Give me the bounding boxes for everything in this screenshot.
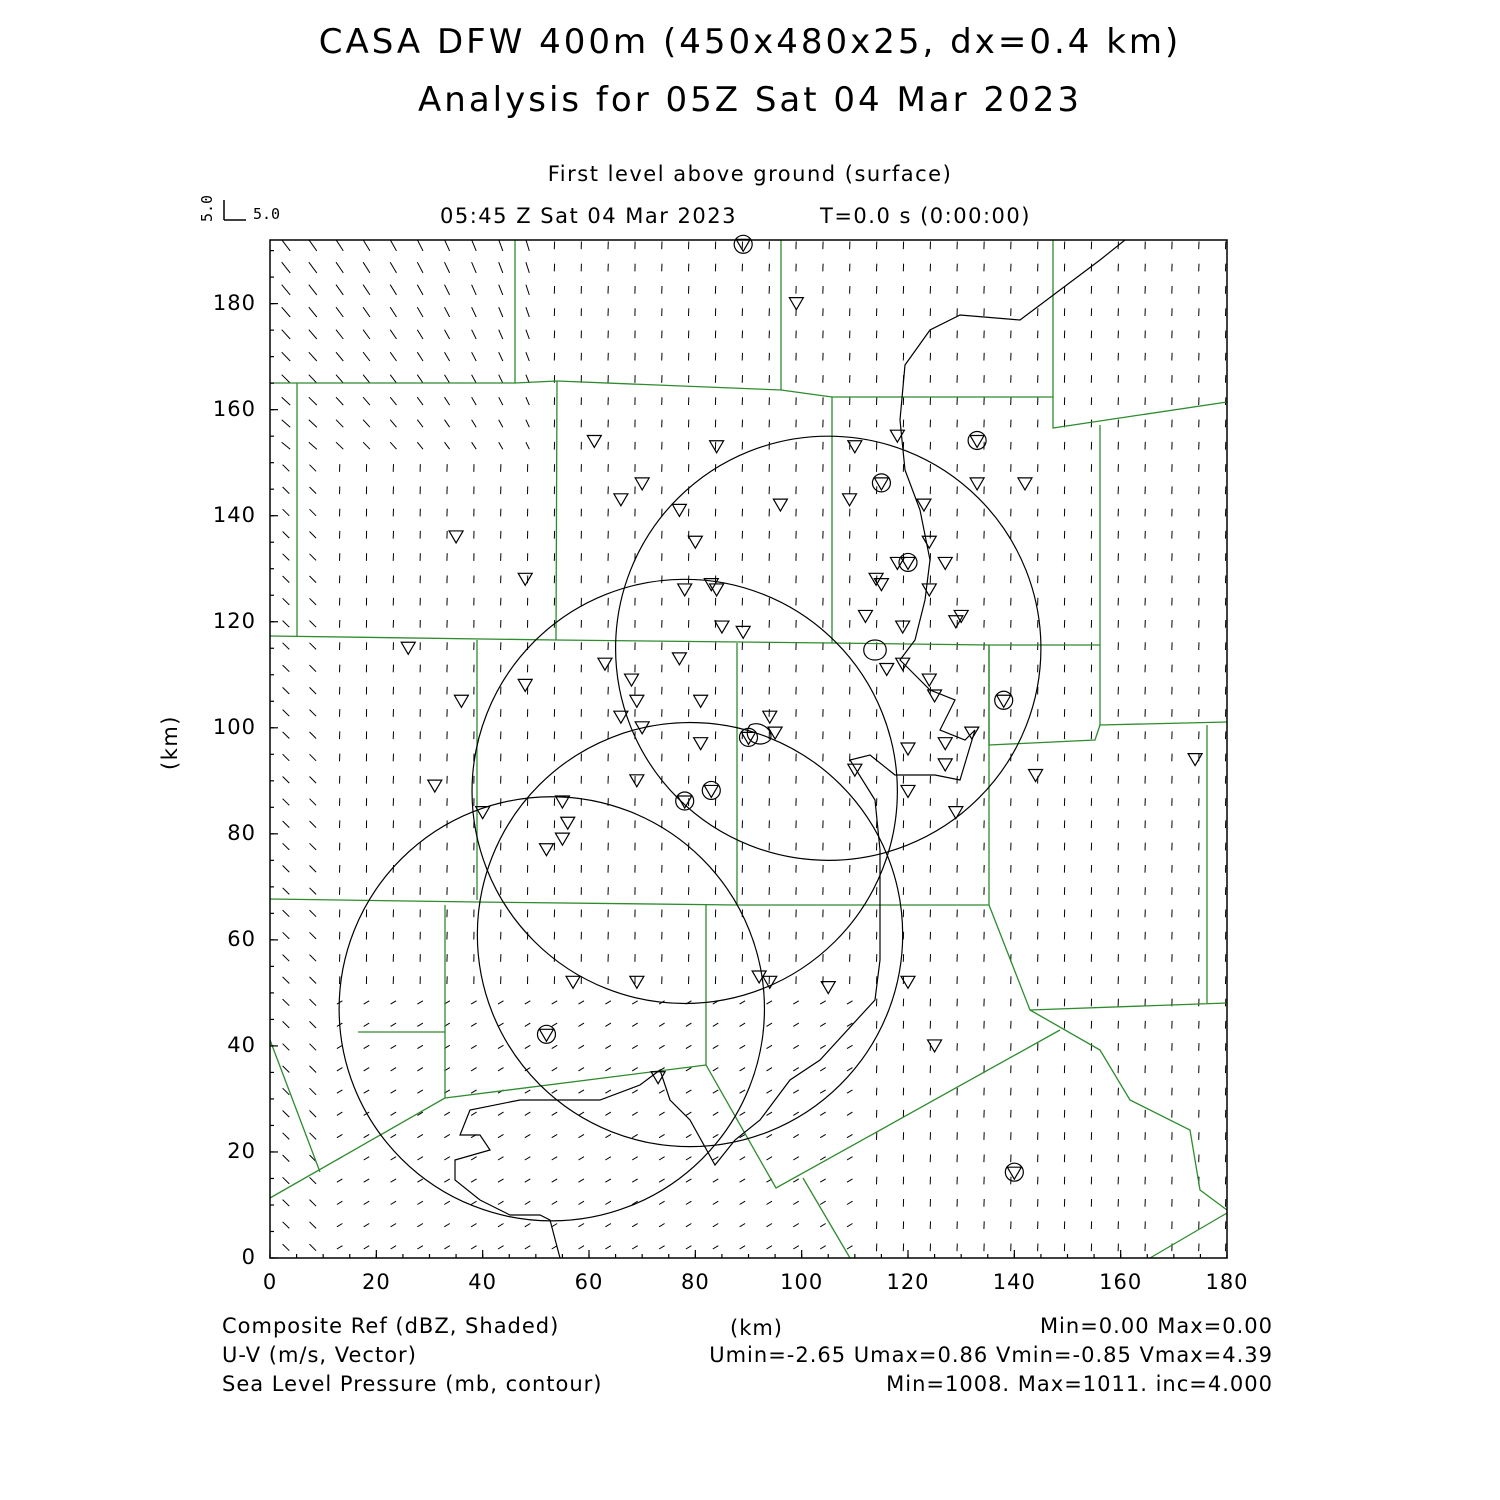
station-triangle xyxy=(880,663,894,675)
station-triangle xyxy=(678,584,692,596)
composite-ref-label: Composite Ref (dBZ, Shaded) xyxy=(222,1314,560,1338)
station-triangle xyxy=(704,785,718,797)
station-triangle xyxy=(539,1029,553,1041)
y-tick-label: 40 xyxy=(227,1032,256,1057)
radar-ring xyxy=(339,797,764,1221)
county-line xyxy=(1030,1010,1227,1210)
county-line xyxy=(270,397,832,643)
wind-vector-stats: Umin=-2.65 Umax=0.86 Vmin=-0.85 Vmax=4.39 xyxy=(709,1343,1273,1367)
pressure-contours xyxy=(455,240,1125,1258)
y-tick-label: 20 xyxy=(227,1138,256,1163)
county-line xyxy=(1150,1213,1227,1258)
radar-ring xyxy=(477,722,902,1146)
radar-ring xyxy=(616,436,1041,860)
station-triangle xyxy=(901,743,915,755)
station-triangle xyxy=(614,494,628,506)
station-triangle xyxy=(922,536,936,548)
station-triangle xyxy=(843,494,857,506)
x-tick-label: 20 xyxy=(361,1270,391,1294)
y-tick-label: 100 xyxy=(212,714,256,739)
station-triangle xyxy=(449,531,463,543)
y-axis-label: (km) xyxy=(158,714,182,770)
plot-frame xyxy=(270,240,1227,1258)
vector-reference-icon xyxy=(224,200,246,220)
county-line xyxy=(270,905,445,1198)
x-tick-label: 60 xyxy=(574,1270,604,1294)
station-triangle xyxy=(401,642,415,654)
x-tick-label: 80 xyxy=(680,1270,710,1294)
station-triangle xyxy=(970,478,984,490)
station-triangle xyxy=(938,557,952,569)
station-triangle xyxy=(949,807,963,819)
station-triangle xyxy=(625,674,639,686)
slp-label: Sea Level Pressure (mb, contour) xyxy=(222,1372,603,1396)
station-triangle xyxy=(1018,478,1032,490)
station-triangle xyxy=(821,982,835,994)
county-line xyxy=(803,1178,850,1258)
composite-ref-stats: Min=0.00 Max=0.00 xyxy=(1039,1314,1273,1338)
station-triangle xyxy=(566,976,580,988)
x-tick-label: 180 xyxy=(1205,1270,1249,1294)
station-triangle xyxy=(518,679,532,691)
station-triangle xyxy=(555,833,569,845)
station-triangle xyxy=(997,695,1011,707)
wind-vectors xyxy=(282,240,1226,1251)
y-tick-label: 160 xyxy=(212,396,256,421)
station-triangle xyxy=(773,499,787,511)
x-axis-label: (km) xyxy=(730,1316,784,1340)
county-boundaries xyxy=(270,240,1227,1258)
x-tick-label: 0 xyxy=(262,1270,278,1294)
map-subtitle: Analysis for 05Z Sat 04 Mar 2023 xyxy=(418,80,1082,120)
station-triangle xyxy=(858,610,872,622)
station-triangle xyxy=(561,817,575,829)
county-line xyxy=(1053,397,1227,428)
vector-ref-u-label: 5.0 xyxy=(253,205,281,223)
station-triangle xyxy=(869,573,883,585)
station-triangle xyxy=(1007,1167,1021,1179)
y-tick-label: 120 xyxy=(212,608,256,633)
station-triangle xyxy=(672,504,686,516)
station-triangle xyxy=(954,610,968,622)
station-triangle xyxy=(1029,770,1043,782)
station-triangle xyxy=(928,1040,942,1052)
station-triangle xyxy=(630,695,644,707)
slp-stats: Min=1008. Max=1011. inc=4.000 xyxy=(886,1372,1273,1396)
station-triangle xyxy=(630,976,644,988)
station-triangle xyxy=(970,435,984,447)
county-line xyxy=(1100,425,1227,725)
level-label: First level above ground (surface) xyxy=(547,162,953,186)
vector-reference-arrows xyxy=(224,200,246,220)
vector-field xyxy=(282,240,1226,1251)
x-tick-label: 140 xyxy=(992,1270,1036,1294)
station-triangle xyxy=(752,971,766,983)
x-tick-label: 160 xyxy=(1099,1270,1143,1294)
station-triangle xyxy=(763,711,777,723)
x-tick-label: 40 xyxy=(468,1270,498,1294)
station-triangle xyxy=(518,573,532,585)
station-triangle xyxy=(736,239,750,251)
station-triangle xyxy=(454,695,468,707)
y-tick-label: 180 xyxy=(212,290,256,315)
plot-border xyxy=(270,240,1227,1258)
station-triangle xyxy=(428,780,442,792)
station-triangle xyxy=(539,844,553,856)
station-triangle xyxy=(938,759,952,771)
county-line xyxy=(515,240,781,390)
wind-vector-label: U-V (m/s, Vector) xyxy=(222,1343,417,1367)
county-line xyxy=(706,905,1060,1188)
county-line xyxy=(556,381,557,640)
station-triangle xyxy=(672,653,686,665)
valid-time: 05:45 Z Sat 04 Mar 2023 xyxy=(440,204,737,228)
pressure-contour xyxy=(455,240,1125,1258)
county-line xyxy=(270,899,989,905)
y-tick-label: 60 xyxy=(227,926,256,951)
vector-ref-v-label: 5.0 xyxy=(198,194,216,222)
station-triangle xyxy=(694,738,708,750)
station-triangle xyxy=(1188,754,1202,766)
station-triangle xyxy=(896,621,910,633)
county-line xyxy=(781,240,1053,397)
station-triangle xyxy=(635,478,649,490)
x-tick-label: 120 xyxy=(886,1270,930,1294)
axis-ticks xyxy=(270,251,1227,1258)
station-triangle xyxy=(630,775,644,787)
station-triangle xyxy=(938,738,952,750)
county-line xyxy=(832,643,1100,645)
station-triangle xyxy=(736,626,750,638)
station-triangle xyxy=(848,764,862,776)
county-line xyxy=(989,645,1227,1010)
station-triangle xyxy=(710,441,724,453)
y-tick-label: 140 xyxy=(212,502,256,527)
station-triangle xyxy=(901,785,915,797)
station-triangle xyxy=(917,499,931,511)
station-triangle xyxy=(694,695,708,707)
station-triangle xyxy=(587,435,601,447)
county-line xyxy=(445,1065,706,1098)
station-triangle xyxy=(678,796,692,808)
radar-coverage-rings xyxy=(339,436,1041,1221)
station-triangle xyxy=(715,621,729,633)
y-tick-label: 0 xyxy=(241,1245,256,1269)
station-triangle xyxy=(789,298,803,310)
y-tick-label: 80 xyxy=(227,820,256,845)
station-triangle xyxy=(688,536,702,548)
x-tick-label: 100 xyxy=(780,1270,824,1294)
map-title: CASA DFW 400m (450x480x25, dx=0.4 km) xyxy=(318,22,1182,62)
station-triangle xyxy=(922,584,936,596)
station-triangle xyxy=(598,658,612,670)
model-time: T=0.0 s (0:00:00) xyxy=(820,204,1031,228)
